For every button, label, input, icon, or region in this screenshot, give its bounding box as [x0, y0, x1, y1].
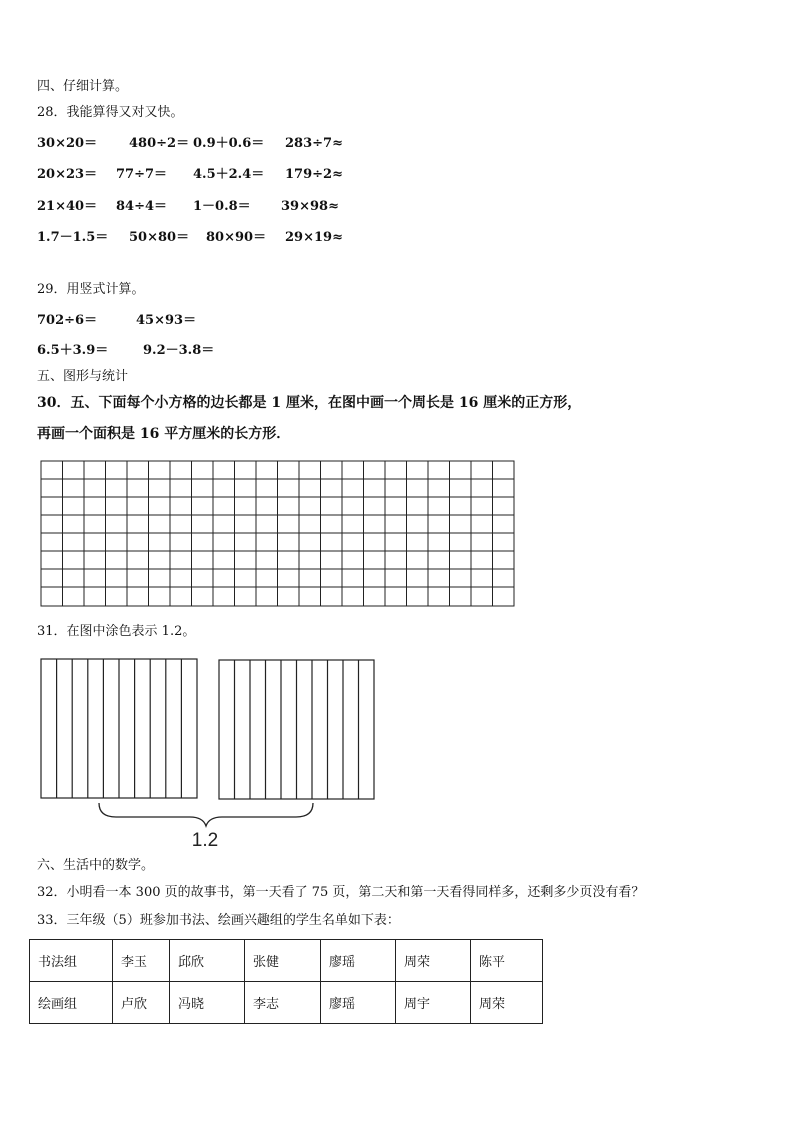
q28-item: 80×90＝ [206, 230, 267, 245]
table-cell: 周荣 [471, 982, 543, 1024]
q28-item: 480÷2＝ [129, 136, 190, 151]
q28-item: 1－0.8＝ [193, 199, 251, 214]
q29-item: 702÷6＝ [37, 313, 98, 328]
table-cell: 张健 [245, 940, 321, 982]
q28-item: 20×23＝ [37, 167, 98, 182]
q31-unit-rect-1[interactable] [41, 659, 197, 798]
q31-brace-label: 1.2 [191, 830, 219, 851]
q28-item: 0.9＋0.6＝ [193, 136, 265, 151]
table-cell: 李志 [245, 982, 321, 1024]
q29-item: 9.2－3.8＝ [143, 343, 215, 358]
table-cell: 书法组 [30, 940, 113, 982]
q33-name-table [29, 939, 543, 1024]
q28-item: 29×19≈ [285, 230, 343, 245]
q28-item: 30×20＝ [37, 136, 98, 151]
table-cell: 绘画组 [30, 982, 113, 1024]
q28-item: 4.5＋2.4＝ [193, 167, 265, 182]
table-cell: 李玉 [113, 940, 170, 982]
q30-line-2: 再画一个面积是 16 平方厘米的长方形． [37, 426, 291, 442]
section-6-heading: 六、生活中的数学。 [37, 858, 155, 873]
q31-unit-rect-2[interactable] [219, 660, 374, 799]
q28-item: 50×80＝ [129, 230, 190, 245]
q28-item: 77÷7＝ [116, 167, 168, 182]
table-cell: 周荣 [396, 940, 471, 982]
section-4-heading: 四、仔细计算。 [37, 79, 129, 94]
q30-square-grid[interactable] [41, 461, 514, 606]
q31-brace [99, 803, 313, 826]
q32-text: 32．小明看一本 300 页的故事书，第一天看了 75 页，第二天和第一天看得同样多，还剩多少页没有看？ [37, 885, 645, 900]
q29-item: 45×93＝ [136, 313, 197, 328]
table-cell: 廖瑶 [321, 982, 396, 1024]
table-cell: 周宇 [396, 982, 471, 1024]
q28-item: 1.7－1.5＝ [37, 230, 109, 245]
q29-item: 6.5＋3.9＝ [37, 343, 109, 358]
table-cell: 冯晓 [170, 982, 245, 1024]
table-cell: 邱欣 [170, 940, 245, 982]
q31-title: 31．在图中涂色表示 1.2。 [37, 624, 196, 639]
section-5-heading: 五、图形与统计 [37, 369, 129, 384]
q28-item: 283÷7≈ [285, 136, 343, 151]
q33-title: 33．三年级（5）班参加书法、绘画兴趣组的学生名单如下表： [37, 913, 400, 928]
table-row [30, 982, 543, 1024]
q28-item: 39×98≈ [281, 199, 339, 214]
q28-item: 179÷2≈ [285, 167, 343, 182]
table-cell: 廖瑶 [321, 940, 396, 982]
table-row [30, 940, 543, 982]
q29-title: 29．用竖式计算。 [37, 282, 145, 297]
q28-item: 21×40＝ [37, 199, 98, 214]
q28-item: 84÷4＝ [116, 199, 168, 214]
table-cell: 卢欣 [113, 982, 170, 1024]
table-cell: 陈平 [471, 940, 543, 982]
q30-line-1: 30．五、下面每个小方格的边长都是 1 厘米，在图中画一个周长是 16 厘米的正方形， [37, 395, 582, 411]
q28-title: 28．我能算得又对又快。 [37, 105, 184, 120]
